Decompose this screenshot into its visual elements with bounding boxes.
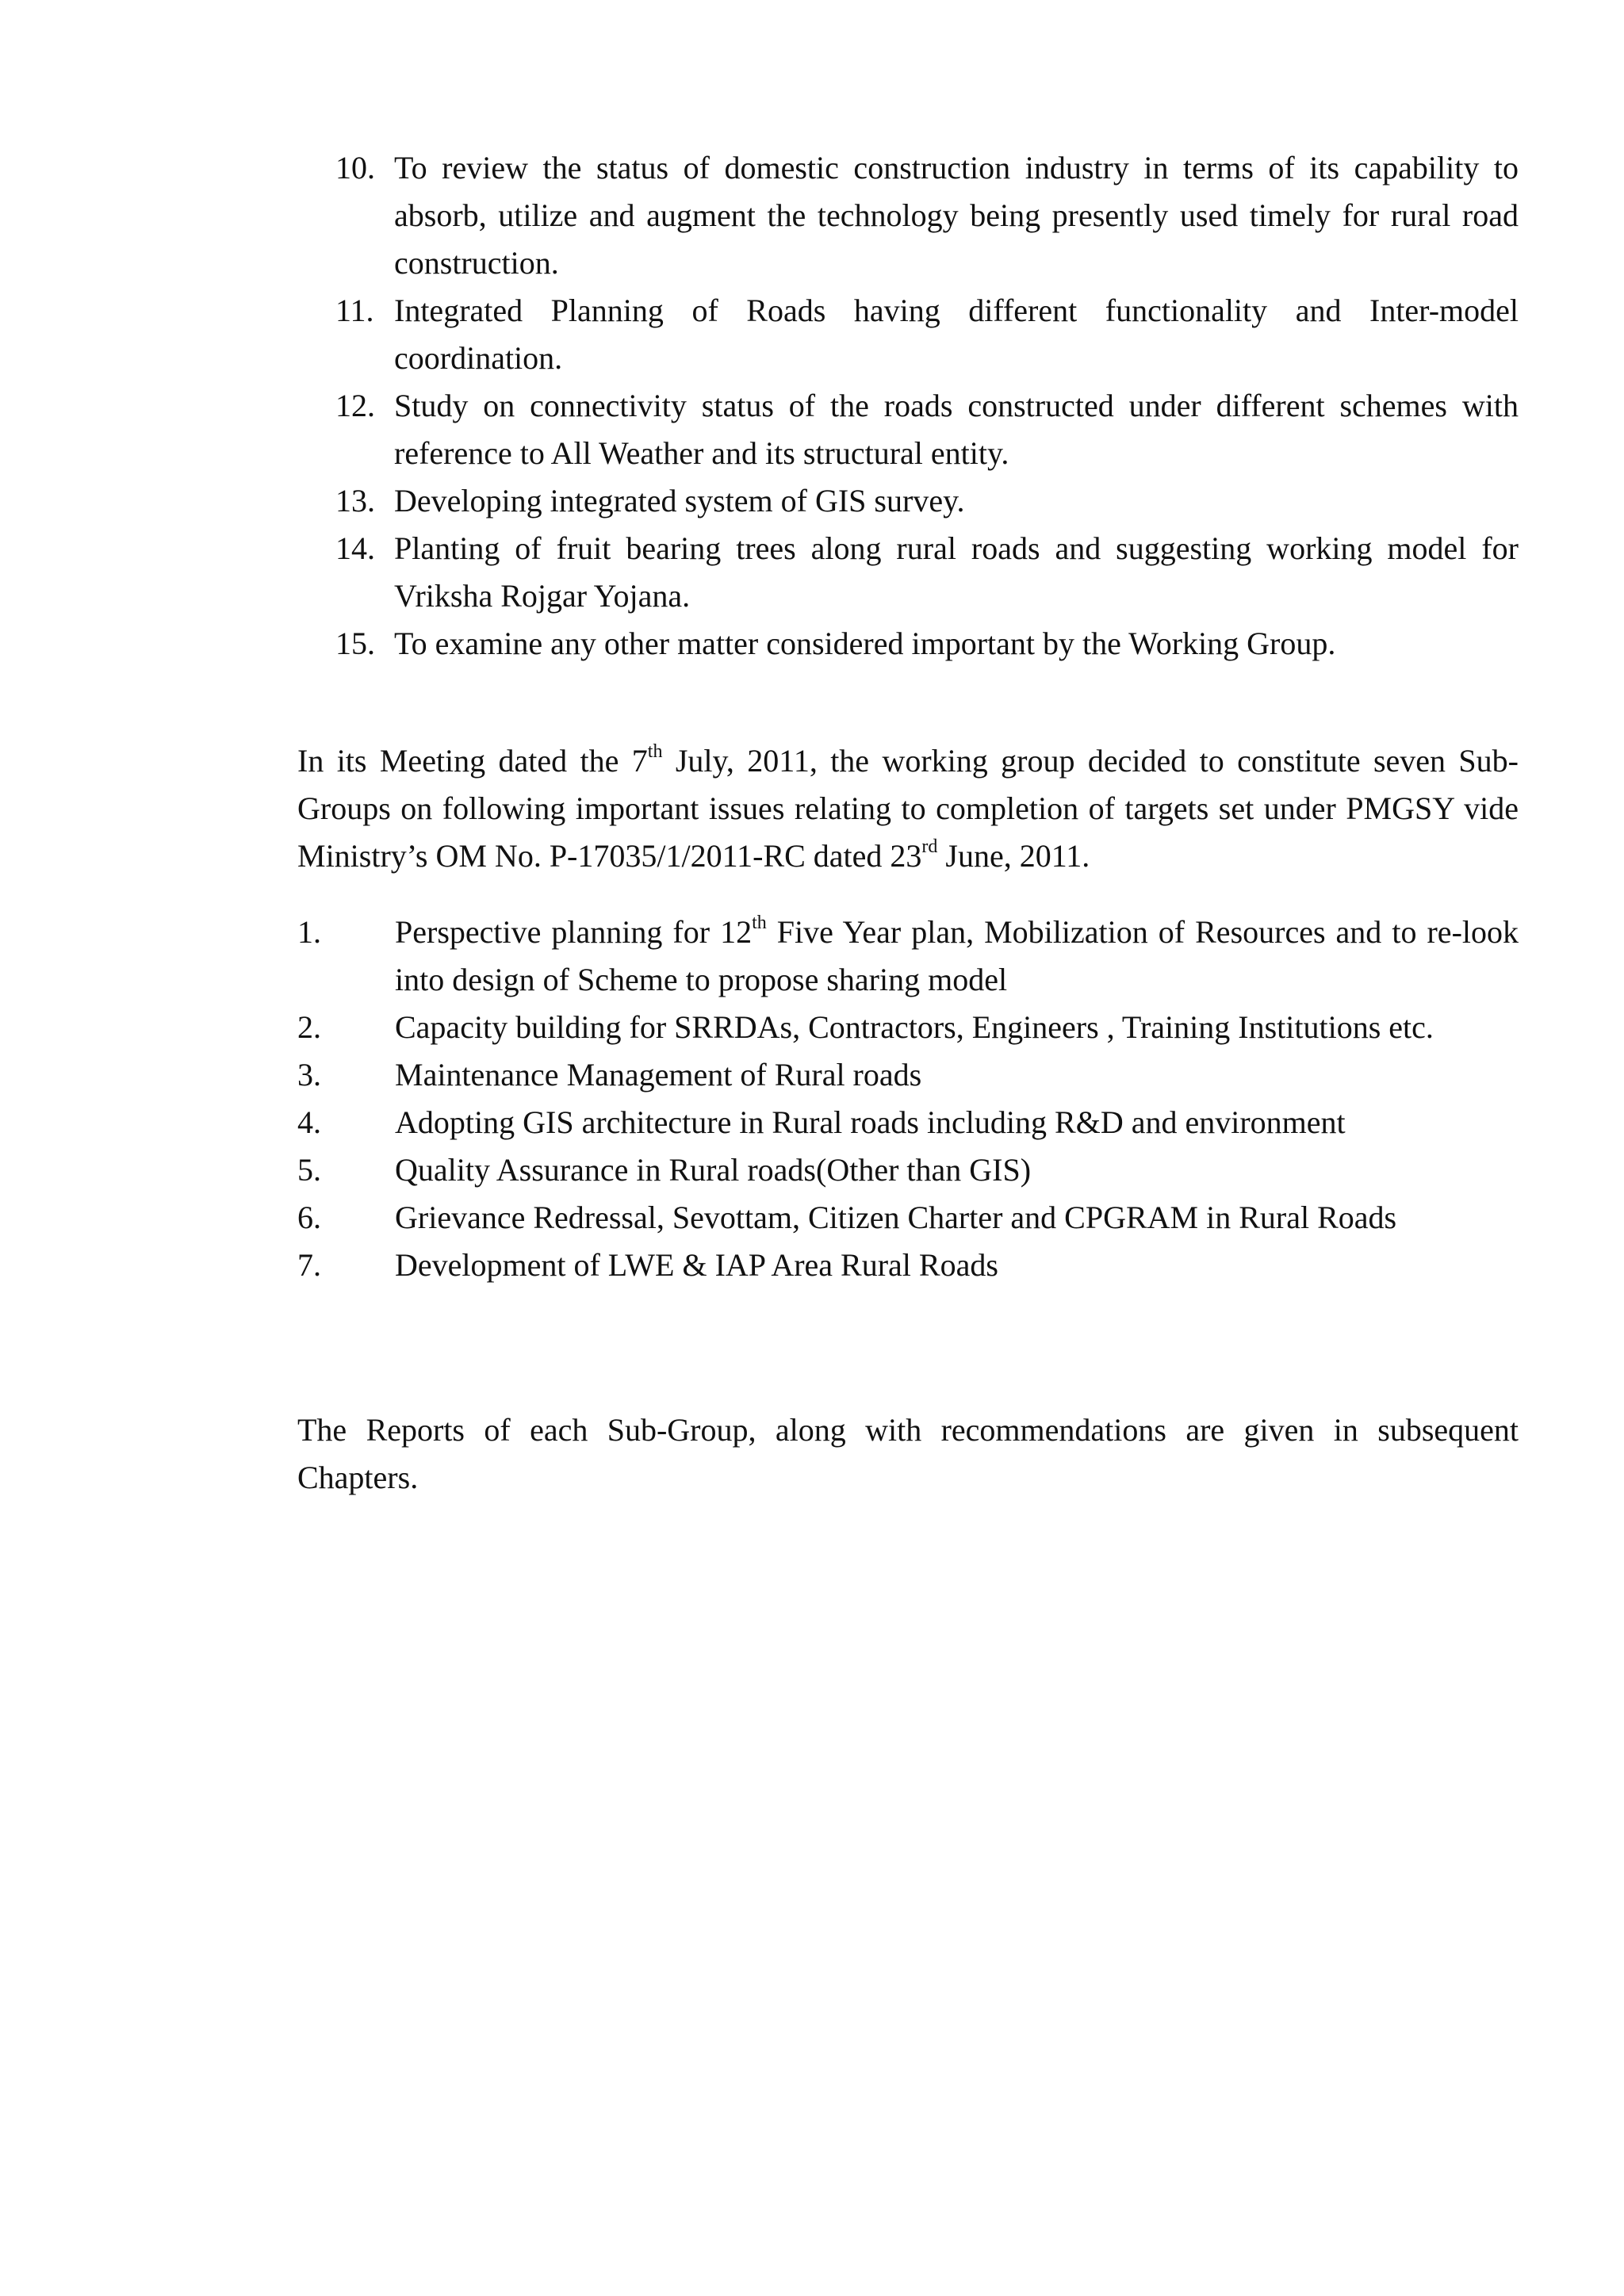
list-item-number: 6. bbox=[297, 1200, 321, 1235]
list-item-text: Adopting GIS architecture in Rural roads including R&D and environment bbox=[395, 1104, 1346, 1140]
list-item-text: Maintenance Management of Rural roads bbox=[395, 1057, 922, 1093]
list-item-number: 7. bbox=[297, 1247, 321, 1283]
list-item bbox=[297, 525, 1519, 620]
list-item-number: 13. bbox=[335, 483, 375, 519]
list-item bbox=[297, 287, 1519, 382]
list-item bbox=[297, 909, 1519, 1004]
list-item-number: 3. bbox=[297, 1057, 321, 1093]
list-item bbox=[297, 1004, 1519, 1051]
list-item-text: Study on connectivity status of the roads constructed under different schemes with reference to All Weather and its structural entity. bbox=[394, 388, 1519, 471]
list-item-superscript: th bbox=[752, 912, 767, 933]
list-item-number: 4. bbox=[297, 1104, 321, 1140]
intro-superscript-1: th bbox=[647, 740, 663, 762]
list-item-text-part2: Five Year plan, Mobilization of Resources and to re-look into design of Scheme to propose sharing model bbox=[395, 914, 1519, 997]
list-item-number: 14. bbox=[335, 530, 375, 566]
closing-paragraph: The Reports of each Sub-Group, along with recommendations are given in subsequent Chapters. bbox=[297, 1412, 1519, 1495]
list-item-text: Planting of fruit bearing trees along rural roads and suggesting working model for Vriksha Rojgar Yojana. bbox=[394, 530, 1519, 614]
list-item-text: Capacity building for SRRDAs, Contractors, Engineers , Training Institutions etc. bbox=[395, 1009, 1434, 1045]
list-item-number: 15. bbox=[335, 626, 375, 661]
list-item-text: To review the status of domestic construction industry in terms of its capability to absorb, utilize and augment the technology being presently used timely for rural road construction. bbox=[394, 150, 1519, 281]
list-item-text: Quality Assurance in Rural roads(Other than GIS) bbox=[395, 1152, 1032, 1188]
list-item bbox=[297, 1242, 1519, 1289]
intro-text-part1: In its Meeting dated the 7 bbox=[297, 743, 648, 779]
intro-text-part2: July, 2011, the working group decided to constitute seven Sub-Groups on following important issues relating to completion of targets set under PMGSY vide Ministry’s OM No. P-17035/1/2011-RC dated 23 bbox=[297, 743, 1519, 874]
list-item bbox=[297, 382, 1519, 477]
list-item-number: 1. bbox=[297, 914, 321, 950]
list-item-number: 11. bbox=[335, 293, 374, 328]
list-item bbox=[297, 1099, 1519, 1146]
intro-text-part3: June, 2011. bbox=[937, 838, 1090, 874]
list-item bbox=[297, 477, 1519, 525]
list-item-text: Development of LWE & IAP Area Rural Roads bbox=[395, 1247, 998, 1283]
list-item bbox=[297, 144, 1519, 287]
list-item bbox=[297, 1051, 1519, 1099]
sub-group-list bbox=[297, 909, 1519, 1289]
list-item-number: 5. bbox=[297, 1152, 321, 1188]
list-item-text: To examine any other matter considered important by the Working Group. bbox=[394, 626, 1336, 661]
list-item-text: Developing integrated system of GIS survey. bbox=[394, 483, 965, 519]
list-item bbox=[297, 1194, 1519, 1242]
list-item-text: Integrated Planning of Roads having different functionality and Inter-model coordination. bbox=[394, 293, 1519, 376]
terms-of-reference-list bbox=[297, 144, 1519, 668]
list-item bbox=[297, 1146, 1519, 1194]
list-item-text: Grievance Redressal, Sevottam, Citizen Charter and CPGRAM in Rural Roads bbox=[395, 1200, 1397, 1235]
list-item-number: 10. bbox=[335, 150, 375, 186]
list-item bbox=[297, 620, 1519, 668]
list-item-number: 12. bbox=[335, 388, 375, 423]
list-item-number: 2. bbox=[297, 1009, 321, 1045]
list-item-text-part1: Perspective planning for 12 bbox=[395, 914, 753, 950]
intro-superscript-2: rd bbox=[921, 836, 938, 857]
intro-paragraph bbox=[297, 737, 1519, 880]
